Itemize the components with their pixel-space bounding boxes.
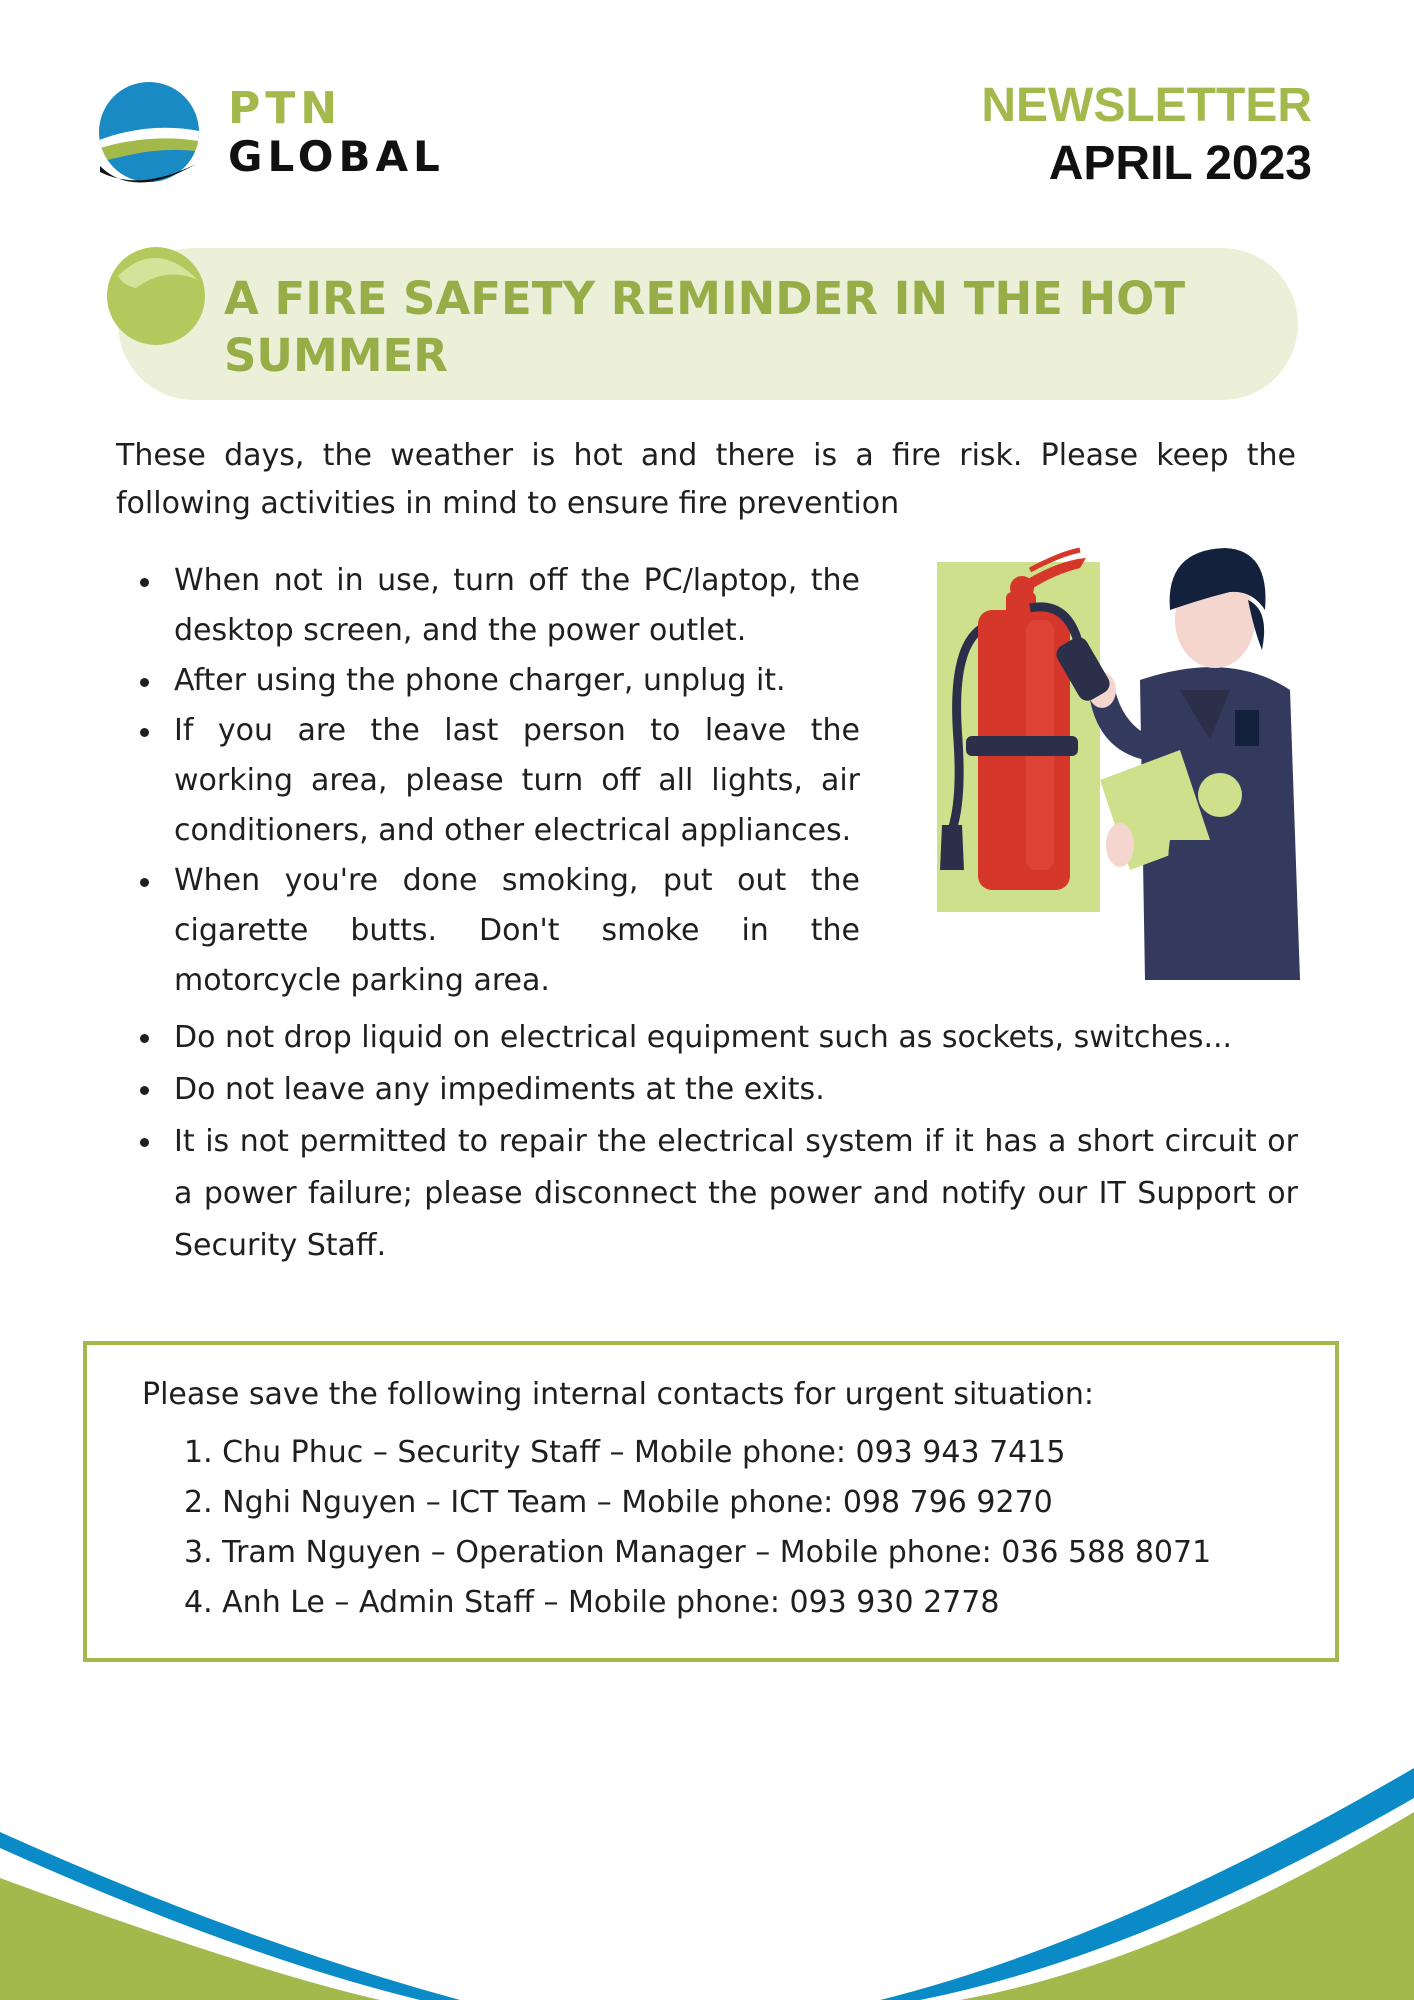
fire-extinguisher-inspector-illustration-icon [930, 540, 1310, 980]
list-item: It is not permitted to repair the electrical system if it has a short circuit or a power failure; please disconnect the power and notify our IT Support or Security Staff. [116, 1116, 1298, 1272]
article-intro: These days, the weather is hot and there is a fire risk. Please keep the following activities in mind to ensure fire prevention [116, 438, 1296, 521]
contact-item: 1. Chu Phuc – Security Staff – Mobile phone: 093 943 7415 [184, 1435, 1066, 1470]
list-item: When you're done smoking, put out the cigarette butts. Don't smoke in the motorcycle parking area. [116, 856, 860, 1006]
newsletter-label: NEWSLETTER [981, 79, 1312, 132]
ptn-global-logo-icon [94, 80, 204, 195]
contact-item: 3. Tram Nguyen – Operation Manager – Mobile phone: 036 588 8071 [184, 1535, 1212, 1570]
list-item: Do not leave any impediments at the exits. [116, 1064, 1298, 1116]
safety-tips-list-bottom [116, 1012, 1298, 1272]
contact-item: 4. Anh Le – Admin Staff – Mobile phone: 093 930 2778 [184, 1585, 1000, 1620]
list-item: After using the phone charger, unplug it. [116, 656, 860, 706]
list-item: When not in use, turn off the PC/laptop, the desktop screen, and the power outlet. [116, 556, 860, 656]
newsletter-date: APRIL 2023 [1048, 137, 1312, 190]
list-item: Do not drop liquid on electrical equipment such as sockets, switches... [116, 1012, 1298, 1064]
safety-tips-list-top [116, 556, 860, 1006]
footer-wave-decoration-icon [0, 1760, 1414, 2000]
contacts-intro: Please save the following internal contacts for urgent situation: [142, 1377, 1095, 1412]
brand-name-line2: GLOBAL [228, 132, 445, 181]
list-item: If you are the last person to leave the working area, please turn off all lights, air conditioners, and other electrical appliances. [116, 706, 860, 856]
contacts-list [184, 1428, 1211, 1628]
article-title: A FIRE SAFETY REMINDER IN THE HOT SUMMER [224, 272, 1186, 382]
brand-name-line1: PTN [228, 83, 343, 134]
title-circle-icon [106, 246, 206, 346]
contact-item: 2. Nghi Nguyen – ICT Team – Mobile phone: 098 796 9270 [184, 1485, 1053, 1520]
